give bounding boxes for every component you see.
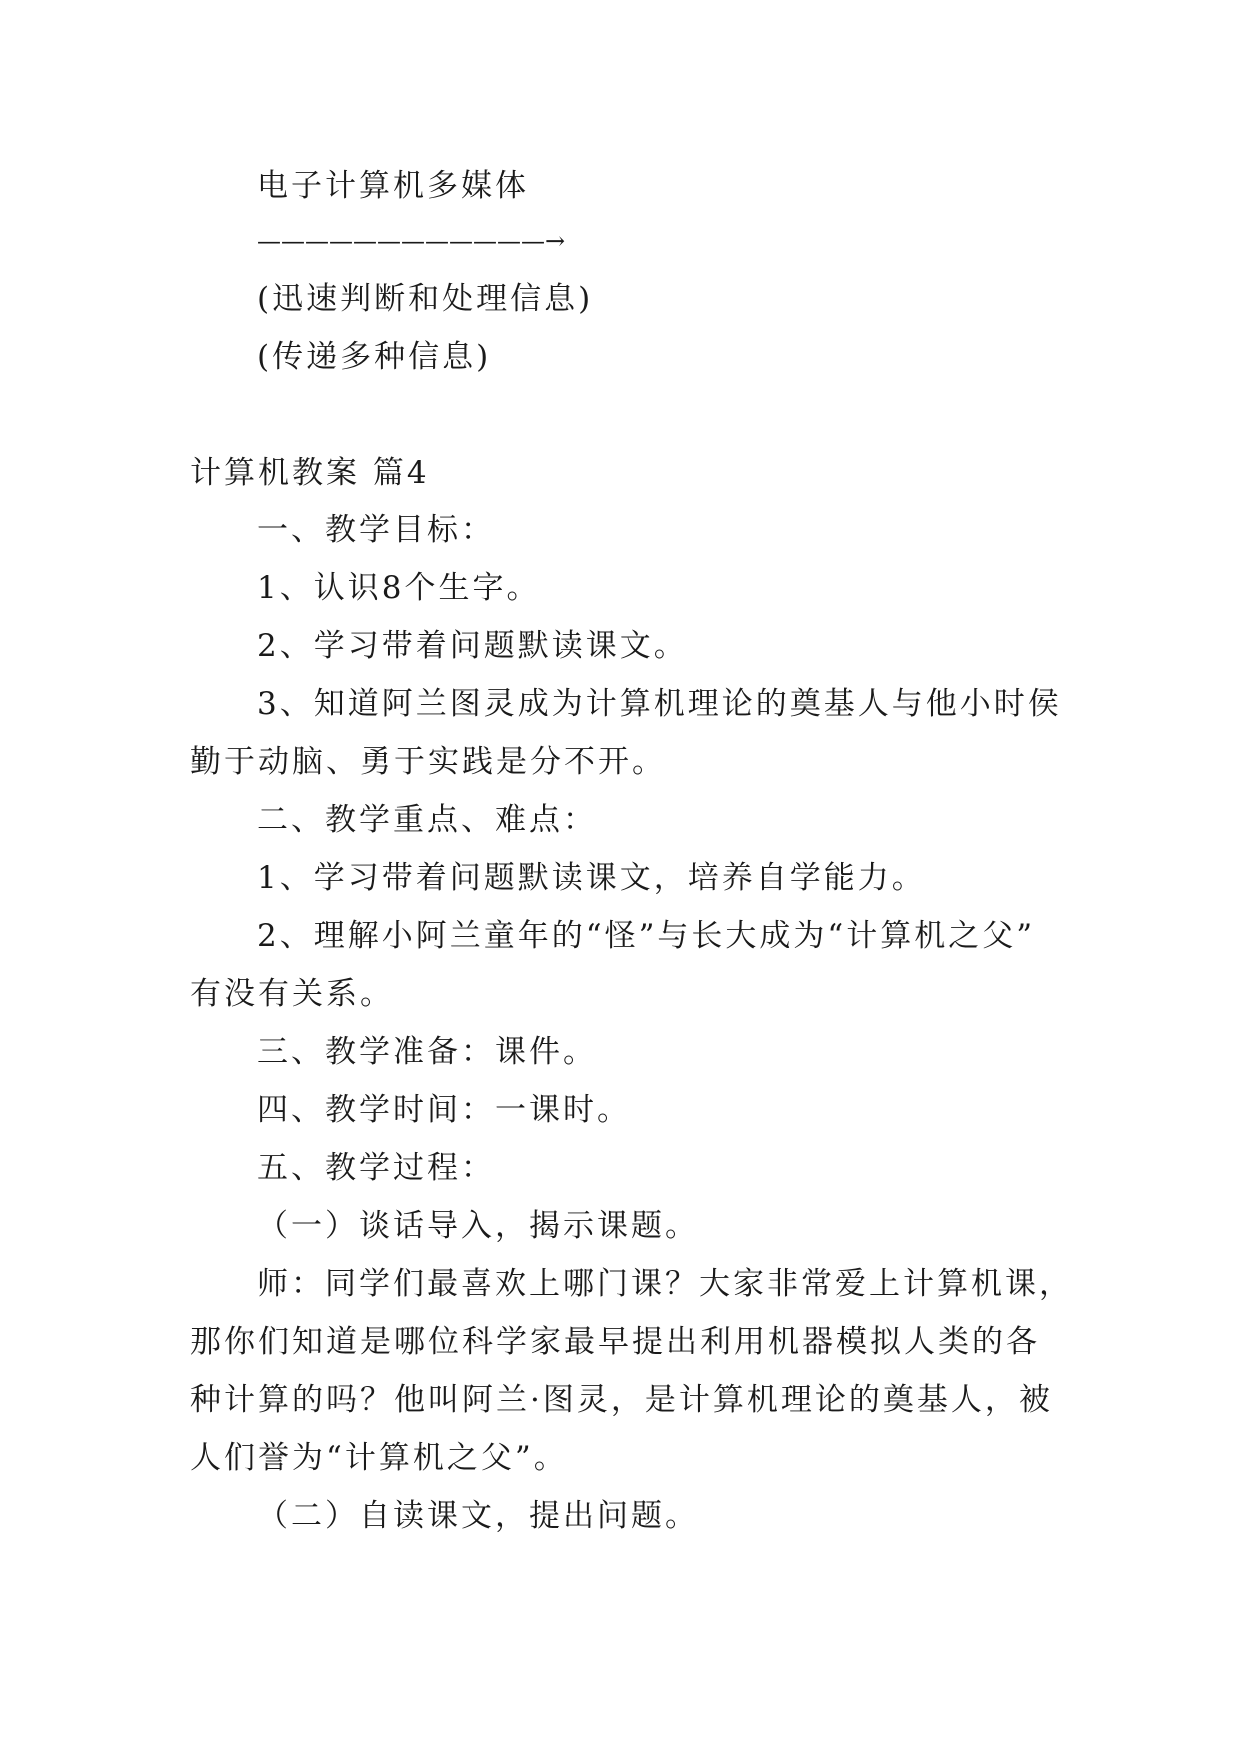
heading-teaching-goals: 一、教学目标： <box>257 512 495 548</box>
paragraph-line-2: 那你们知道是哪位科学家最早提出利用机器模拟人类的各 <box>190 1324 1040 1360</box>
arrow-line: ————————————→ <box>257 227 566 255</box>
paragraph-line-1: 师：同学们最喜欢上哪门课？大家非常爱上计算机课， <box>257 1266 1073 1302</box>
section-title: 计算机教案 篇4 <box>190 455 430 491</box>
diagram-note-process-info: (迅速判断和处理信息) <box>257 281 594 317</box>
goal-item-3: 3、知道阿兰图灵成为计算机理论的奠基人与他小时侯 <box>257 686 1062 722</box>
goal-item-2: 2、学习带着问题默读课文。 <box>257 628 688 664</box>
diagram-label-computer-multimedia: 电子计算机多媒体 <box>257 168 529 204</box>
diagram-note-transmit-info: (传递多种信息) <box>257 339 492 375</box>
key-point-1: 1、学习带着问题默读课文，培养自学能力。 <box>257 860 926 896</box>
goal-item-3-cont: 勤于动脑、勇于实践是分不开。 <box>190 744 666 780</box>
heading-key-points: 二、教学重点、难点： <box>257 802 597 838</box>
process-step-2: （二）自读课文，提出问题。 <box>257 1498 699 1534</box>
heading-process: 五、教学过程： <box>257 1150 495 1186</box>
heading-preparation: 三、教学准备：课件。 <box>257 1034 597 1070</box>
heading-time: 四、教学时间：一课时。 <box>257 1092 631 1128</box>
key-point-2: 2、理解小阿兰童年的“怪”与长大成为“计算机之父” <box>257 918 1036 954</box>
paragraph-line-4: 人们誉为“计算机之父”。 <box>190 1440 568 1476</box>
key-point-2-cont: 有没有关系。 <box>190 976 394 1012</box>
goal-item-1: 1、认识8个生字。 <box>257 570 541 606</box>
paragraph-line-3: 种计算的吗？他叫阿兰·图灵，是计算机理论的奠基人，被 <box>190 1382 1053 1418</box>
process-step-1: （一）谈话导入，揭示课题。 <box>257 1208 699 1244</box>
